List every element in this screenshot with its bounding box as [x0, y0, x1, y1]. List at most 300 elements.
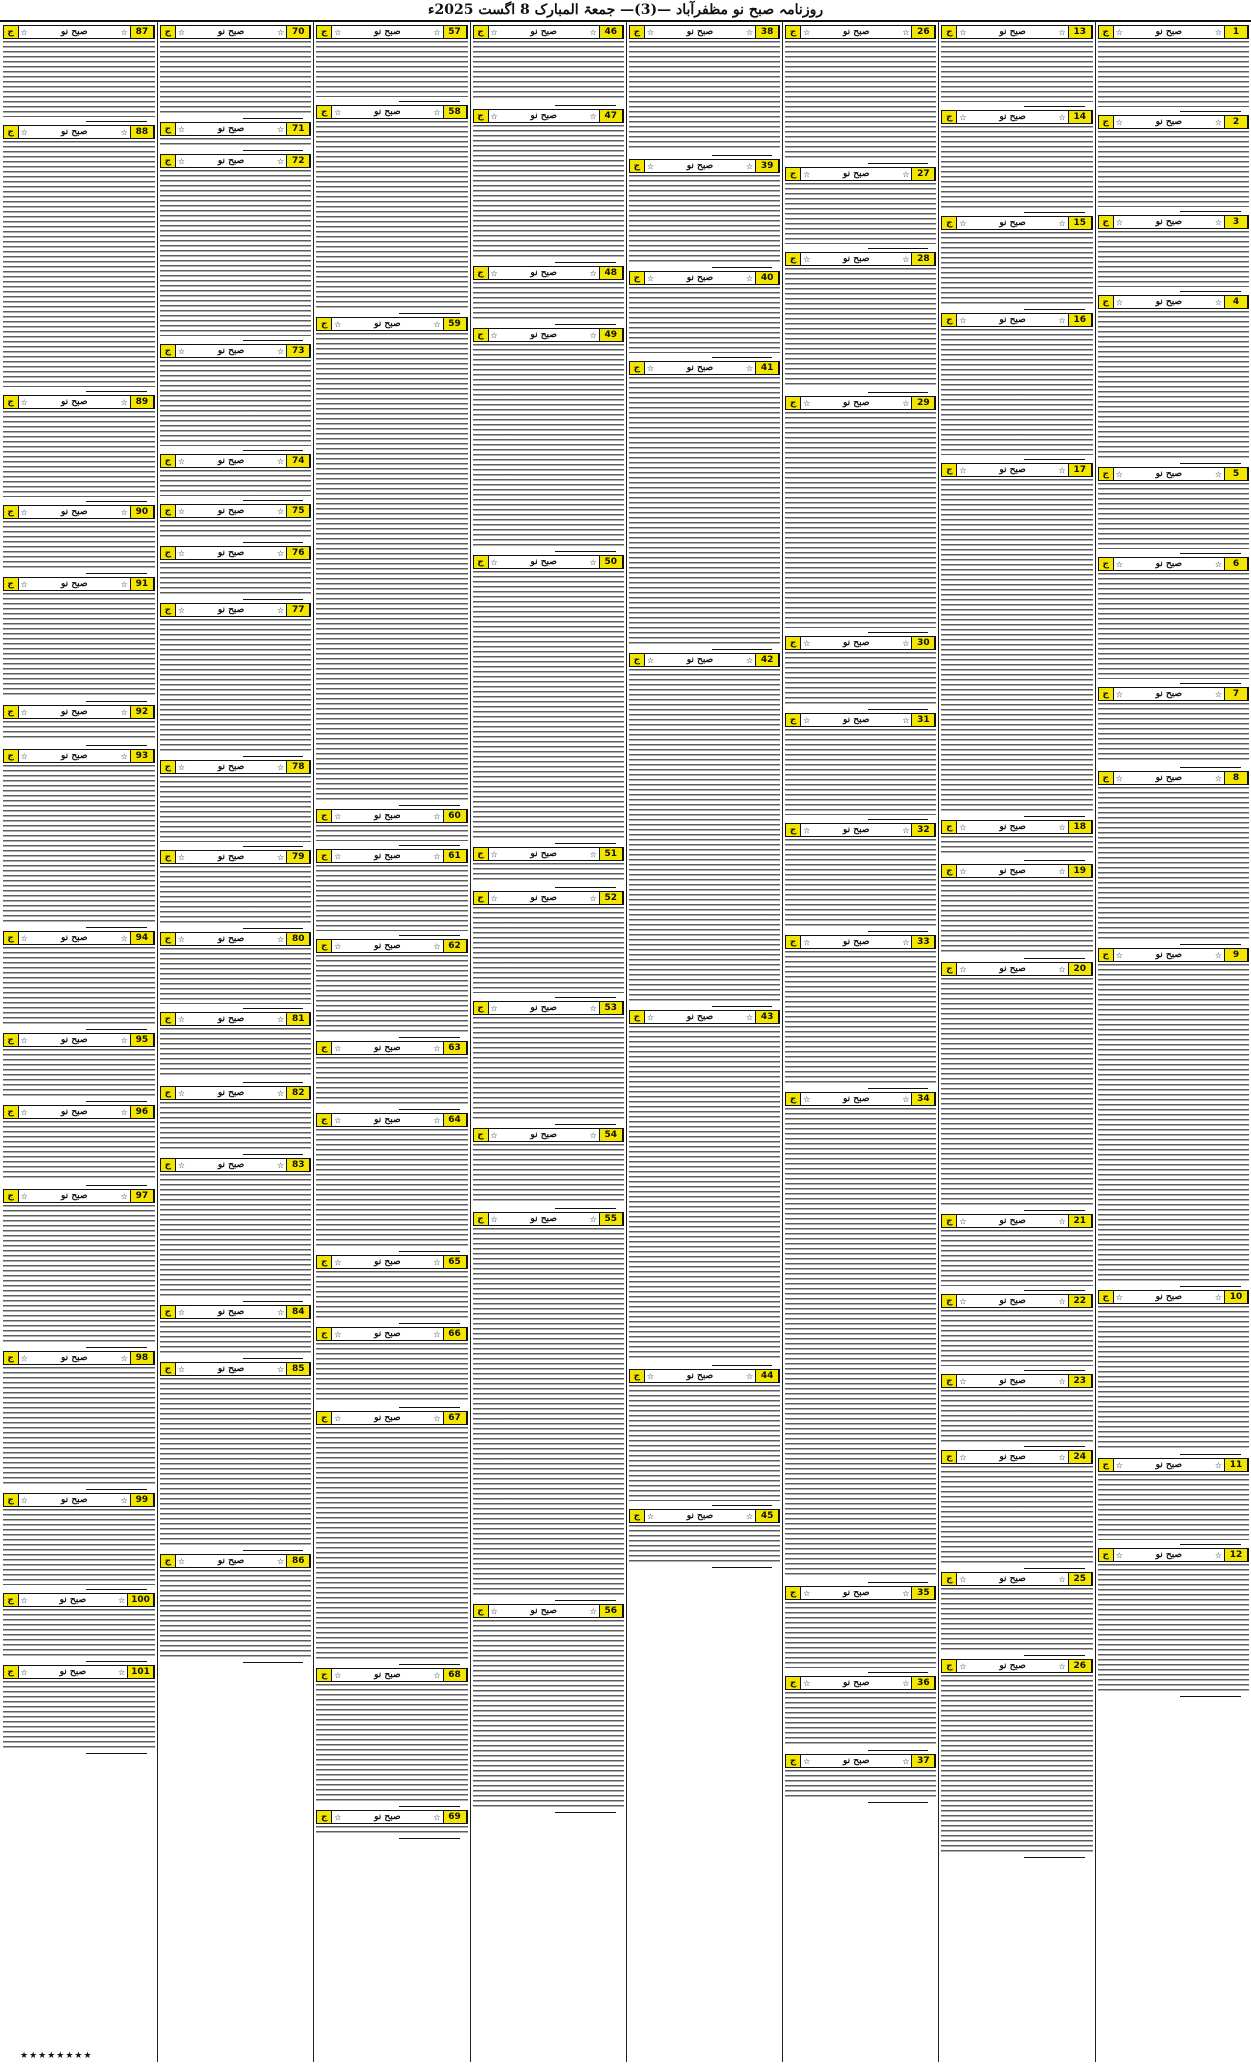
ad-number: 78: [286, 761, 310, 773]
ad-text-block: [941, 1310, 1092, 1366]
classified-ad: [3, 1033, 155, 1102]
brand-label: صبح نو: [969, 822, 1057, 832]
ad-divider: [243, 496, 304, 501]
ad-text-block: [941, 1466, 1092, 1564]
ad-number: 58: [443, 106, 467, 118]
classified-ad: [160, 154, 311, 341]
star-icon: ☆: [277, 124, 285, 134]
ad-header: [785, 1754, 936, 1768]
ad-header: [473, 109, 624, 123]
ad-text-block: [160, 470, 311, 496]
star-icon: ☆: [277, 1364, 285, 1374]
star-icon: ☆: [334, 1257, 342, 1267]
classified-ad: [473, 266, 624, 325]
brand-label: صبح نو: [812, 169, 900, 179]
star-icon: ☆: [803, 169, 811, 179]
ad-header: [160, 154, 311, 168]
ad-number: 65: [443, 1256, 467, 1268]
newspaper-logo-icon: ج: [317, 850, 332, 862]
ad-header: [473, 555, 624, 569]
brand-label: صبح نو: [343, 811, 431, 821]
ad-header: [160, 760, 311, 774]
star-icon: ☆: [803, 1678, 811, 1688]
ad-divider: [555, 993, 616, 998]
brand-label: صبح نو: [30, 751, 119, 761]
newspaper-logo-icon: ج: [317, 940, 332, 952]
ad-divider: [555, 320, 616, 325]
ad-divider: [399, 1660, 460, 1665]
ad-number: 43: [755, 1011, 779, 1023]
newspaper-logo-icon: ج: [161, 851, 176, 863]
star-icon: ☆: [589, 268, 597, 278]
ad-number: 76: [286, 547, 310, 559]
newspaper-logo-icon: ج: [942, 1215, 957, 1227]
ad-divider: [712, 1002, 773, 1007]
star-icon: ☆: [20, 1495, 28, 1505]
star-icon: ☆: [433, 1812, 441, 1822]
newspaper-logo-icon: ج: [317, 1042, 332, 1054]
ad-text-block: [160, 1570, 311, 1658]
star-icon: ☆: [177, 346, 186, 356]
ad-header: [941, 1572, 1092, 1586]
brand-label: صبح نو: [969, 1574, 1057, 1584]
ad-divider: [1024, 305, 1085, 310]
brand-label: صبح نو: [812, 1094, 900, 1104]
star-icon: ☆: [803, 937, 811, 947]
classified-ad: [1098, 1548, 1249, 1697]
ad-divider: [1180, 1450, 1241, 1455]
brand-label: صبح نو: [187, 124, 275, 134]
star-icon: ☆: [959, 1376, 967, 1386]
ad-divider: [243, 752, 304, 757]
ad-number: 95: [130, 1034, 154, 1046]
classified-ad: [3, 25, 155, 122]
brand-label: صبح نو: [30, 507, 119, 517]
star-icon: ☆: [20, 933, 28, 943]
ad-number: 39: [755, 160, 779, 172]
ad-text-block: [1098, 131, 1249, 207]
ad-header: [941, 864, 1092, 878]
classified-ad: [316, 1668, 467, 1807]
ad-header: [1098, 295, 1249, 309]
ad-text-block: [3, 1205, 155, 1343]
classified-ad: [316, 809, 467, 846]
ad-header: [3, 1033, 155, 1047]
column: [1, 22, 157, 2062]
ad-text-block: [160, 520, 311, 538]
ad-header: [629, 653, 780, 667]
ad-text-block: [785, 412, 936, 628]
ad-text-block: [941, 1230, 1092, 1286]
footer-stars: ★★★★★★★★: [20, 2051, 93, 2061]
ad-number: 46: [599, 26, 623, 38]
star-icon: ☆: [277, 1556, 285, 1566]
star-icon: ☆: [277, 605, 285, 615]
ad-divider: [712, 1563, 773, 1568]
ad-header: [785, 1092, 936, 1106]
brand-label: صبح نو: [500, 268, 588, 278]
classified-ad: [1098, 467, 1249, 554]
ad-number: 77: [286, 604, 310, 616]
newspaper-logo-icon: ج: [630, 654, 645, 666]
newspaper-logo-icon: ج: [4, 1666, 19, 1678]
ad-divider: [712, 353, 773, 358]
ad-text-block: [160, 170, 311, 336]
ad-header: [3, 25, 155, 39]
brand-label: صبح نو: [969, 465, 1057, 475]
newspaper-logo-icon: ج: [942, 217, 957, 229]
star-icon: ☆: [177, 1014, 186, 1024]
ad-text-block: [160, 948, 311, 1004]
star-icon: ☆: [803, 715, 811, 725]
ad-text-block: [1098, 1564, 1249, 1692]
brand-label: صبح نو: [30, 397, 119, 407]
ad-header: [473, 1604, 624, 1618]
classified-ad: [3, 1351, 155, 1490]
classified-ad: [316, 849, 467, 936]
newspaper-logo-icon: ج: [317, 1328, 332, 1340]
ad-number: 14: [1068, 111, 1092, 123]
star-icon: ☆: [334, 27, 342, 37]
ad-text-block: [941, 880, 1092, 954]
ad-header: [1098, 115, 1249, 129]
newspaper-logo-icon: ج: [786, 26, 801, 38]
newspaper-logo-icon: ج: [317, 26, 332, 38]
brand-label: صبح نو: [656, 1012, 744, 1022]
star-icon: ☆: [433, 1413, 441, 1423]
star-icon: ☆: [433, 1043, 441, 1053]
classified-ad: [473, 25, 624, 106]
ad-number: 81: [286, 1013, 310, 1025]
brand-label: صبح نو: [656, 161, 744, 171]
ad-divider: [712, 1361, 773, 1366]
ad-header: [941, 216, 1092, 230]
classified-ad: [1098, 295, 1249, 464]
star-icon: ☆: [20, 579, 28, 589]
ad-text-block: [1098, 483, 1249, 549]
ad-number: 31: [911, 714, 935, 726]
classified-ad: [941, 463, 1092, 817]
brand-label: صبح نو: [343, 1812, 431, 1822]
ad-text-block: [629, 41, 780, 151]
brand-label: صبح نو: [187, 506, 275, 516]
ad-header: [316, 317, 467, 331]
ad-text-block: [1098, 231, 1249, 287]
column: [313, 22, 469, 2062]
ad-divider: [1024, 954, 1085, 959]
newspaper-logo-icon: ج: [786, 1587, 801, 1599]
ad-divider: [86, 1181, 147, 1186]
classified-ad: [941, 1214, 1092, 1291]
brand-label: صبح نو: [812, 27, 900, 37]
ad-number: 75: [286, 505, 310, 517]
star-icon: ☆: [902, 398, 910, 408]
ad-text-block: [160, 41, 311, 114]
classified-ad: [473, 847, 624, 888]
ad-text-block: [1098, 703, 1249, 763]
classified-ad: [316, 1255, 467, 1324]
newspaper-logo-icon: ج: [161, 1306, 176, 1318]
ad-divider: [1180, 1540, 1241, 1545]
ad-number: 49: [599, 329, 623, 341]
ad-text-block: [160, 866, 311, 924]
newspaper-logo-icon: ج: [942, 963, 957, 975]
star-icon: ☆: [433, 319, 441, 329]
brand-label: صبح نو: [969, 1661, 1057, 1671]
ad-text-block: [160, 138, 311, 146]
star-icon: ☆: [177, 1364, 186, 1374]
brand-label: صبح نو: [187, 27, 275, 37]
ad-divider: [868, 1578, 929, 1583]
ad-text-block: [3, 1509, 155, 1585]
ad-divider: [243, 1658, 304, 1663]
ad-number: 94: [130, 932, 154, 944]
classified-ad: [941, 110, 1092, 213]
star-icon: ☆: [1214, 1292, 1222, 1302]
ad-header: [941, 1450, 1092, 1464]
newspaper-logo-icon: ج: [317, 1256, 332, 1268]
classified-ad: [3, 931, 155, 1030]
star-icon: ☆: [334, 1115, 342, 1125]
ad-text-block: [941, 479, 1092, 812]
star-icon: ☆: [120, 1107, 128, 1117]
brand-label: صبح نو: [969, 218, 1057, 228]
classified-ad: [473, 555, 624, 844]
ad-text-block: [941, 41, 1092, 102]
star-icon: ☆: [589, 893, 597, 903]
ad-text-block: [160, 776, 311, 842]
ad-number: 63: [443, 1042, 467, 1054]
ad-header: [160, 504, 311, 518]
star-icon: ☆: [334, 319, 342, 329]
ad-text-block: [160, 1174, 311, 1297]
ad-text-block: [785, 729, 936, 815]
brand-label: صبح نو: [187, 346, 275, 356]
brand-label: صبح نو: [30, 1595, 116, 1605]
classified-ad: [473, 891, 624, 998]
brand-label: صبح نو: [500, 1214, 588, 1224]
ad-divider: [399, 1834, 460, 1839]
ad-divider: [399, 931, 460, 936]
star-icon: ☆: [1058, 1376, 1066, 1386]
star-icon: ☆: [959, 1216, 967, 1226]
newspaper-logo-icon: ج: [4, 396, 19, 408]
star-icon: ☆: [803, 254, 811, 264]
brand-label: صبح نو: [343, 1670, 431, 1680]
brand-label: صبح نو: [969, 27, 1057, 37]
ad-header: [316, 1411, 467, 1425]
star-icon: ☆: [589, 849, 597, 859]
ad-number: 47: [599, 110, 623, 122]
ad-header: [316, 1113, 467, 1127]
classified-ad: [160, 1158, 311, 1302]
star-icon: ☆: [120, 507, 128, 517]
ad-text-block: [160, 1378, 311, 1546]
star-icon: ☆: [490, 893, 498, 903]
star-icon: ☆: [1214, 1550, 1222, 1560]
ad-text-block: [316, 1343, 467, 1403]
star-icon: ☆: [334, 1329, 342, 1339]
ad-text-block: [160, 1321, 311, 1354]
brand-label: صبح نو: [969, 964, 1057, 974]
star-icon: ☆: [20, 397, 28, 407]
ad-text-block: [941, 978, 1092, 1206]
ad-header: [1098, 1548, 1249, 1562]
newspaper-logo-icon: ج: [161, 1087, 176, 1099]
ad-divider: [1024, 1366, 1085, 1371]
ad-header: [160, 1086, 311, 1100]
ad-divider: [868, 1084, 929, 1089]
brand-label: صبح نو: [187, 1364, 275, 1374]
newspaper-logo-icon: ج: [1099, 26, 1114, 38]
ad-header: [941, 110, 1092, 124]
star-icon: ☆: [20, 27, 28, 37]
ad-text-block: [473, 863, 624, 883]
ad-number: 101: [127, 1666, 154, 1678]
ad-number: 51: [599, 848, 623, 860]
classified-ad: [160, 504, 311, 543]
star-icon: ☆: [20, 1595, 28, 1605]
classified-ad: [316, 1041, 467, 1110]
newspaper-logo-icon: ج: [786, 1755, 801, 1767]
ad-text-block: [1098, 1474, 1249, 1540]
ad-number: 23: [1068, 1375, 1092, 1387]
classified-ad: [629, 1010, 780, 1366]
classified-ad: [3, 395, 155, 502]
ad-header: [941, 820, 1092, 834]
star-icon: ☆: [334, 1043, 342, 1053]
newspaper-logo-icon: ج: [942, 1451, 957, 1463]
newspaper-logo-icon: ج: [942, 111, 957, 123]
newspaper-logo-icon: ج: [1099, 296, 1114, 308]
star-icon: ☆: [277, 506, 285, 516]
brand-label: صبح نو: [30, 707, 119, 717]
ad-divider: [243, 1354, 304, 1359]
star-icon: ☆: [1058, 315, 1066, 325]
ad-header: [3, 505, 155, 519]
ad-text-block: [473, 1228, 624, 1596]
ad-number: 66: [443, 1328, 467, 1340]
brand-label: صبح نو: [30, 1667, 116, 1677]
brand-label: صبح نو: [30, 1495, 119, 1505]
ad-header: [3, 749, 155, 763]
ad-header: [160, 932, 311, 946]
brand-label: صبح نو: [187, 548, 275, 558]
star-icon: ☆: [959, 27, 967, 37]
ad-divider: [1180, 287, 1241, 292]
star-icon: ☆: [1058, 112, 1066, 122]
classified-ad: [941, 25, 1092, 107]
ad-divider: [243, 1004, 304, 1009]
star-icon: ☆: [1115, 469, 1123, 479]
classified-ad: [941, 962, 1092, 1211]
ad-header: [3, 1189, 155, 1203]
star-icon: ☆: [902, 169, 910, 179]
ad-header: [629, 1369, 780, 1383]
brand-label: صبح نو: [30, 1035, 119, 1045]
star-icon: ☆: [1115, 217, 1123, 227]
ad-header: [473, 847, 624, 861]
star-icon: ☆: [334, 851, 342, 861]
ad-header: [160, 603, 311, 617]
classified-ad: [785, 1676, 936, 1751]
ad-number: 20: [1068, 963, 1092, 975]
star-icon: ☆: [20, 1035, 28, 1045]
ad-text-block: [473, 1144, 624, 1204]
classified-ad: [160, 122, 311, 151]
ad-number: 18: [1068, 821, 1092, 833]
newspaper-logo-icon: ج: [4, 126, 19, 138]
star-icon: ☆: [120, 751, 128, 761]
star-icon: ☆: [959, 315, 967, 325]
ad-text-block: [629, 669, 780, 1002]
brand-label: صبح نو: [343, 1413, 431, 1423]
brand-label: صبح نو: [812, 1588, 900, 1598]
star-icon: ☆: [20, 751, 28, 761]
ad-divider: [1180, 679, 1241, 684]
ad-number: 61: [443, 850, 467, 862]
ad-divider: [399, 1033, 460, 1038]
ad-divider: [868, 705, 929, 710]
star-icon: ☆: [1058, 27, 1066, 37]
ad-text-block: [473, 282, 624, 320]
star-icon: ☆: [902, 638, 910, 648]
star-icon: ☆: [120, 1191, 128, 1201]
newspaper-logo-icon: ج: [474, 848, 489, 860]
star-icon: ☆: [1214, 689, 1222, 699]
brand-label: صبح نو: [1125, 297, 1213, 307]
newspaper-logo-icon: ج: [4, 578, 19, 590]
star-icon: ☆: [277, 934, 285, 944]
ad-header: [941, 1659, 1092, 1673]
ad-number: 42: [755, 654, 779, 666]
star-icon: ☆: [433, 1329, 441, 1339]
classified-ad: [316, 1810, 467, 1839]
ad-text-block: [316, 865, 467, 931]
ad-divider: [243, 924, 304, 929]
ad-header: [316, 849, 467, 863]
newspaper-logo-icon: ج: [942, 26, 957, 38]
classified-ad: [1098, 1458, 1249, 1545]
ad-header: [1098, 771, 1249, 785]
ad-number: 96: [130, 1106, 154, 1118]
newspaper-logo-icon: ج: [161, 455, 176, 467]
ad-text-block: [3, 411, 155, 497]
ad-header: [785, 1676, 936, 1690]
ad-text-block: [160, 360, 311, 446]
ad-divider: [86, 1585, 147, 1590]
classified-ad: [785, 1586, 936, 1673]
ad-text-block: [1098, 964, 1249, 1282]
star-icon: ☆: [120, 579, 128, 589]
ad-text-block: [941, 329, 1092, 455]
star-icon: ☆: [334, 941, 342, 951]
classified-ad: [3, 749, 155, 928]
star-icon: ☆: [433, 851, 441, 861]
ad-header: [1098, 215, 1249, 229]
brand-label: صبح نو: [30, 933, 119, 943]
star-icon: ☆: [334, 1670, 342, 1680]
ad-divider: [243, 446, 304, 451]
brand-label: صبح نو: [343, 1329, 431, 1339]
ad-header: [3, 395, 155, 409]
star-icon: ☆: [1214, 950, 1222, 960]
star-icon: ☆: [1115, 1460, 1123, 1470]
brand-label: صبح نو: [969, 1216, 1057, 1226]
classified-ad: [3, 1665, 155, 1754]
ad-divider: [1180, 549, 1241, 554]
ad-divider: [868, 1746, 929, 1751]
